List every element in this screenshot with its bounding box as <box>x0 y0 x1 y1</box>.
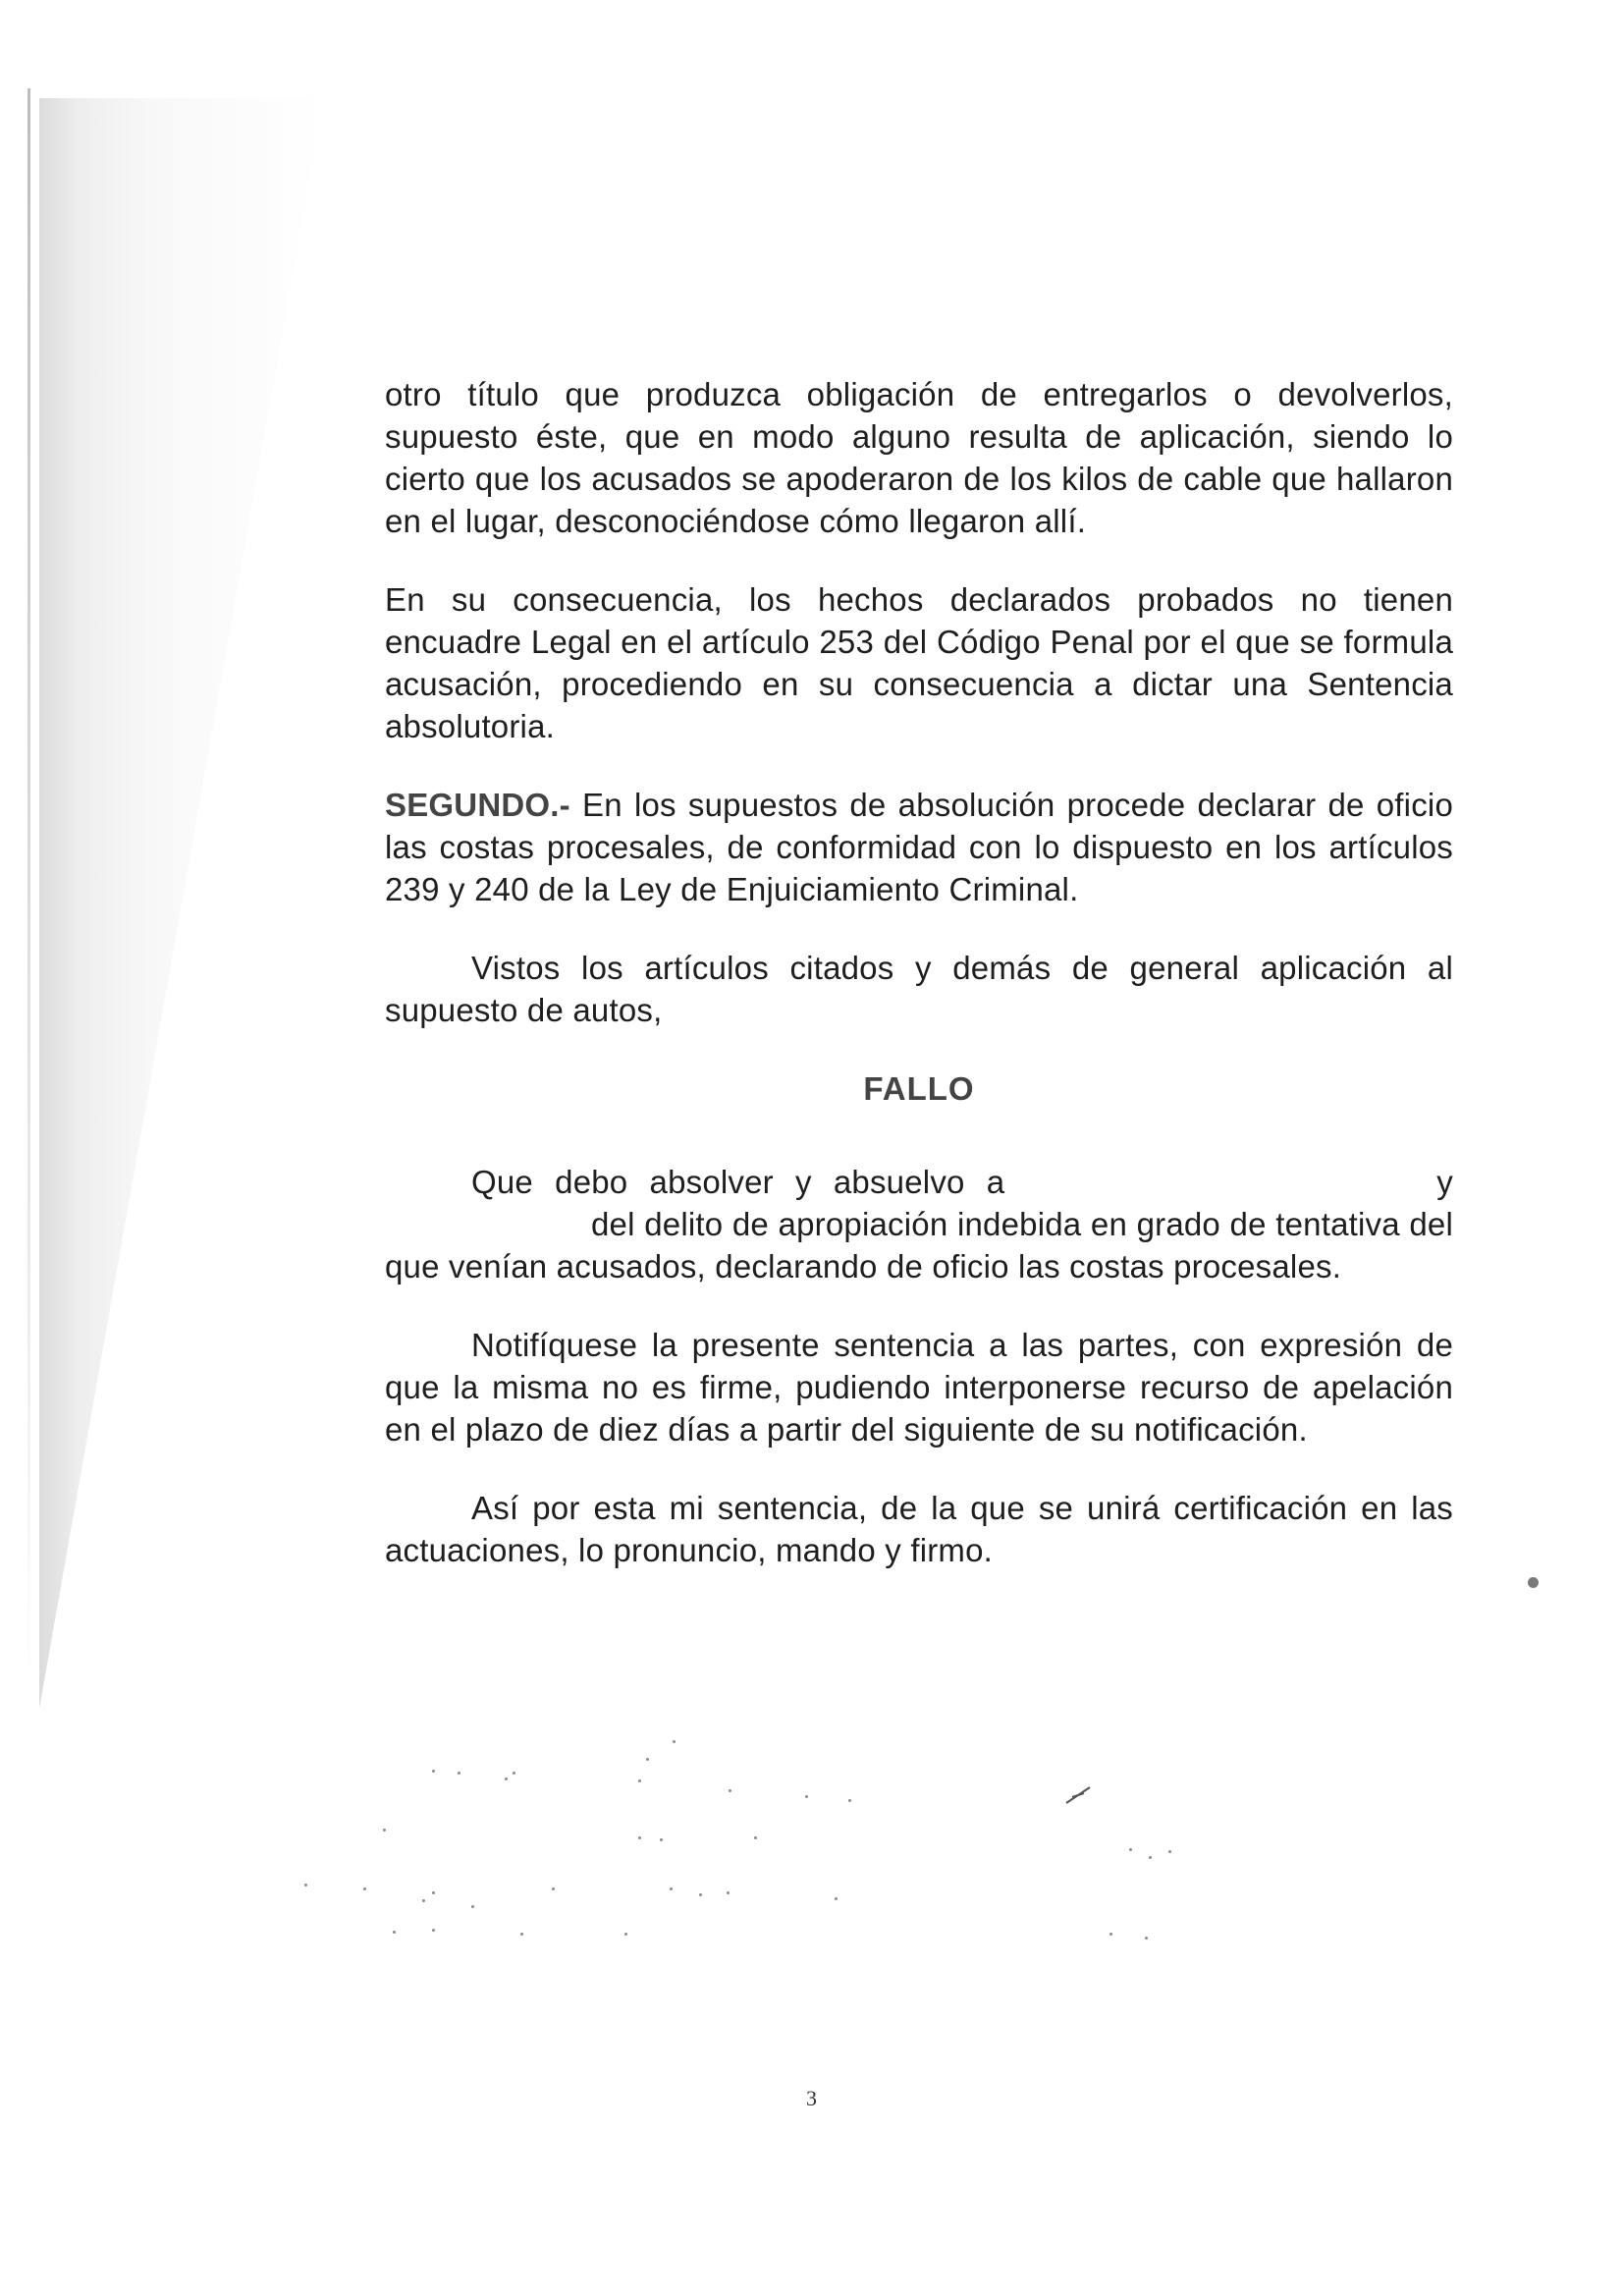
speck <box>1129 1848 1132 1851</box>
speck <box>624 1933 627 1936</box>
paragraph-notifiquese: Notifíquese la presente sentencia a las partes, con expresión de que la misma no es firme, pudiendo interponerse recurso de apelación en el plazo de diez días a partir del siguiente de su notificación. <box>385 1327 1453 1448</box>
speck <box>432 1891 435 1894</box>
scan-dot-mark <box>1528 1577 1539 1588</box>
speck <box>638 1779 641 1782</box>
speck <box>1168 1850 1171 1853</box>
scan-shadow <box>39 98 324 1709</box>
speck <box>471 1905 474 1908</box>
speck <box>848 1799 851 1802</box>
speck <box>432 1929 435 1932</box>
segundo-text: En los supuestos de absolución procede declarar de oficio las costas procesales, de conformidad con lo dispuesto en los artículos 239 y 240 de la Ley de Enjuiciamiento Criminal. <box>385 787 1453 907</box>
document-body <box>385 373 1453 1608</box>
speck <box>835 1897 838 1900</box>
segundo-heading: SEGUNDO.- <box>385 787 570 823</box>
paragraph-asi: Así por esta mi sentencia, de la que se unirá certificación en las actuaciones, lo pronuncio, mando y firmo. <box>385 1490 1453 1568</box>
speck <box>458 1772 460 1775</box>
fallo-end: del delito de apropiación indebida en grado de tentativa del que venían acusados, declarando de oficio las costas procesales. <box>385 1206 1453 1285</box>
speck <box>422 1899 425 1902</box>
scan-page-edge <box>27 88 30 1699</box>
fallo-conjunction: y <box>1436 1164 1453 1200</box>
speck <box>383 1829 386 1831</box>
fallo-title: FALLO <box>863 1070 975 1107</box>
speck <box>363 1887 366 1890</box>
signature-residue <box>285 1719 1365 1984</box>
paragraph-fallo <box>385 1161 1453 1287</box>
speck <box>1149 1856 1152 1859</box>
speck <box>505 1777 508 1780</box>
speck <box>660 1838 663 1841</box>
speck <box>432 1770 435 1773</box>
speck <box>393 1931 396 1934</box>
paragraph-vistos: Vistos los artículos citados y demás de general aplicación al supuesto de autos, <box>385 950 1453 1028</box>
signature-stroke <box>1064 1783 1094 1807</box>
speck <box>513 1772 515 1775</box>
speck <box>638 1836 641 1839</box>
speck <box>1109 1933 1112 1936</box>
paragraph-segundo <box>385 784 1453 910</box>
speck <box>304 1884 307 1886</box>
speck <box>699 1893 702 1896</box>
speck <box>673 1740 676 1743</box>
paragraph-consecuencia: En su consecuencia, los hechos declarados probados no tienen encuadre Legal en el artículo 253 del Código Penal por el que se formula acusación, procediendo en su consecuencia a dictar una Sentencia absolutoria. <box>385 581 1453 744</box>
speck <box>1145 1937 1148 1940</box>
speck <box>754 1836 757 1839</box>
speck <box>646 1758 649 1761</box>
speck <box>552 1887 555 1890</box>
page-number: 3 <box>806 2086 817 2110</box>
speck <box>520 1933 523 1936</box>
speck <box>727 1891 730 1894</box>
speck <box>805 1795 808 1798</box>
fallo-start: Que debo absolver y absuelvo a <box>471 1164 1005 1200</box>
speck <box>670 1887 673 1890</box>
paragraph-titulo: otro título que produzca obligación de entregarlos o devolverlos, supuesto éste, que en modo alguno resulta de aplicación, siendo lo cierto que los acusados se apoderaron de los kilos de cable que hallaron en el lugar, desconociéndose cómo llegaron allí. <box>385 376 1453 539</box>
speck <box>729 1789 731 1792</box>
